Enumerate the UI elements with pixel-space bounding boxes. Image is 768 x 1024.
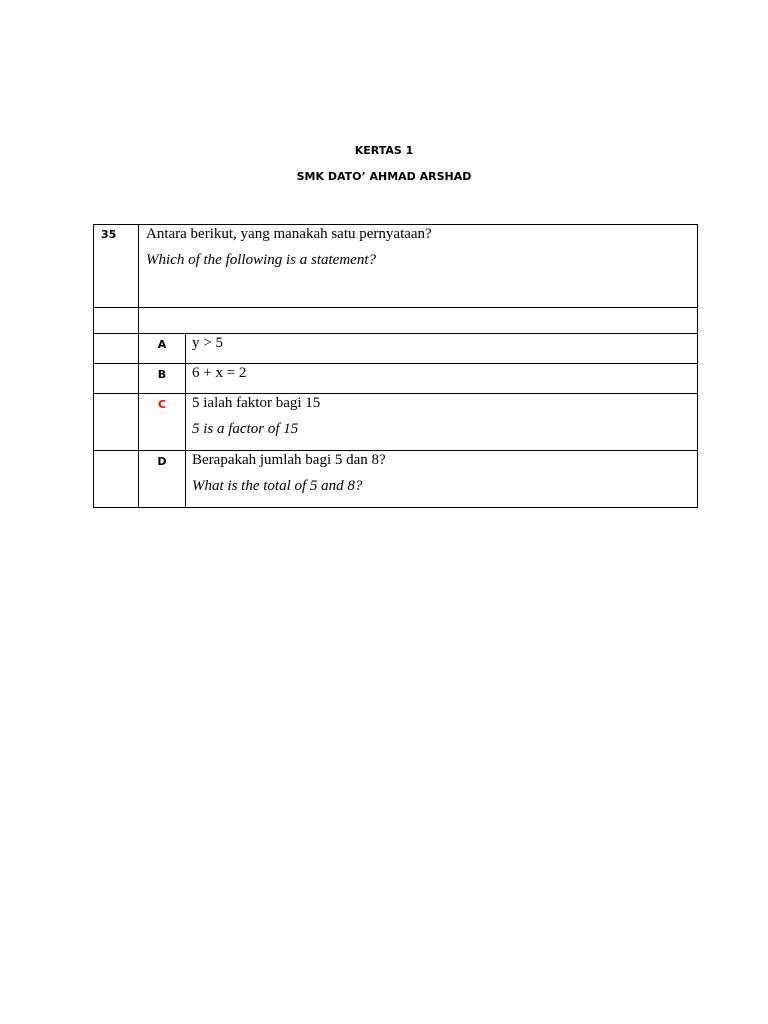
option-text-cell-c	[186, 394, 698, 451]
option-spacer-cell	[94, 334, 139, 364]
option-row-b	[94, 364, 698, 394]
option-d-text-english: What is the total of 5 and 8?	[192, 478, 363, 494]
option-spacer-cell	[94, 394, 139, 451]
option-text-cell-a	[186, 334, 698, 364]
option-c-text-malay: 5 ialah faktor bagi 15	[192, 395, 321, 411]
option-text-cell-b	[186, 364, 698, 394]
option-d-text-malay: Berapakah jumlah bagi 5 dan 8?	[192, 452, 386, 468]
option-letter-a: A	[139, 334, 186, 364]
option-b-text: 6 + x = 2	[192, 365, 247, 381]
option-row-d	[94, 451, 698, 508]
question-row	[94, 225, 698, 308]
option-row-a	[94, 334, 698, 364]
option-letter-b: B	[139, 364, 186, 394]
option-spacer-cell	[94, 451, 139, 508]
option-c-text-english: 5 is a factor of 15	[192, 421, 299, 437]
option-letter-c: C	[139, 394, 186, 451]
paper-title: KERTAS 1	[354, 144, 414, 157]
option-letter-d: D	[139, 451, 186, 508]
question-number: 35	[94, 225, 139, 308]
blank-cell	[94, 308, 139, 334]
question-text-malay: Antara berikut, yang manakah satu pernyataan?	[146, 226, 432, 242]
question-table	[93, 224, 698, 508]
school-name: SMK DATO’ AHMAD ARSHAD	[296, 170, 472, 183]
blank-cell	[139, 308, 698, 334]
question-text-english: Which of the following is a statement?	[146, 252, 376, 268]
option-row-c	[94, 394, 698, 451]
option-a-text: y > 5	[192, 335, 223, 351]
option-spacer-cell	[94, 364, 139, 394]
blank-row	[94, 308, 698, 334]
option-text-cell-d	[186, 451, 698, 508]
question-stem	[139, 225, 698, 308]
